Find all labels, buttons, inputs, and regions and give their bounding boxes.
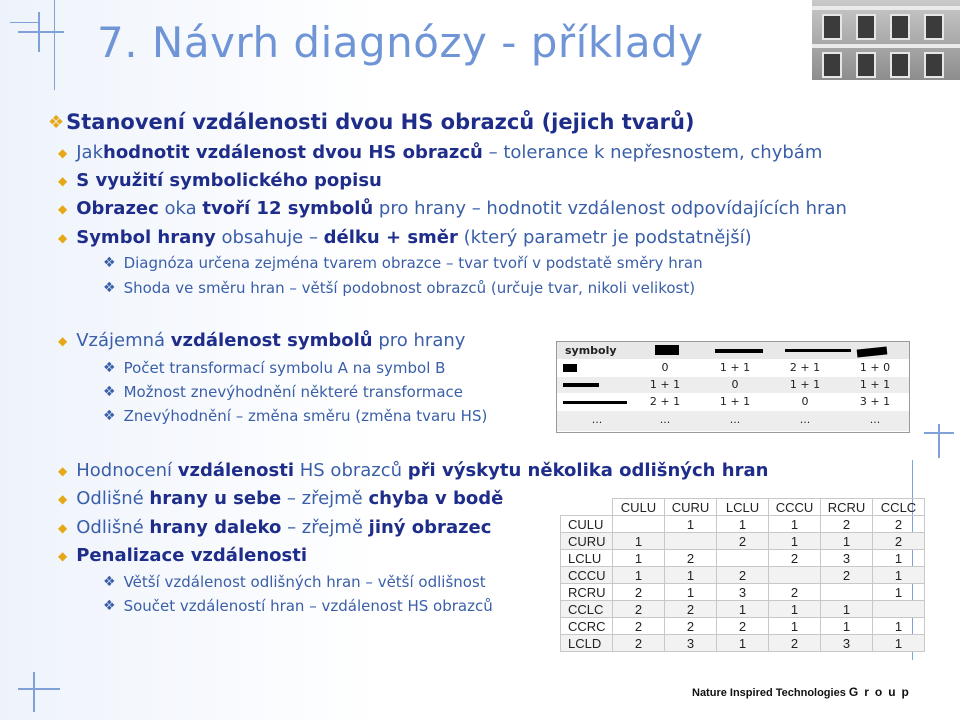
table-cell: 1 (873, 635, 925, 652)
table-cell (821, 584, 873, 601)
b4-bold1: Symbol hrany (76, 227, 216, 248)
b4b-text: Shoda ve směru hran – větší podobnost obrazců (určuje tvar, nikoli velikost) (123, 279, 696, 297)
table-cell: 2 (717, 533, 769, 550)
column-header: CURU (665, 499, 717, 516)
bullet-5a (103, 359, 445, 377)
table-cell: 1 (665, 567, 717, 584)
diamond-bullet-icon: ◆ (58, 548, 68, 563)
star-bullet-icon: ❖ (103, 280, 116, 296)
table-cell: 2 (821, 567, 873, 584)
table-row (561, 635, 925, 652)
symbol-cell: 1 + 1 (789, 378, 821, 391)
symbol-table-row (557, 394, 909, 410)
table-row (561, 618, 925, 635)
b5a-text: Počet transformací symbolu A na symbol B (123, 359, 446, 377)
symbol-table-header-label: symboly (565, 344, 617, 357)
table-cell (717, 550, 769, 567)
symbol-table (556, 341, 910, 433)
b5b-text: Možnost znevýhodnění některé transformace (123, 383, 464, 401)
table-cell (873, 601, 925, 618)
star-bullet-icon: ❖ (48, 111, 65, 133)
footer-text: Nature Inspired Technologies (692, 687, 846, 699)
row-header: CULU (561, 516, 613, 533)
table-cell: 2 (613, 584, 665, 601)
deco-cross-h-bottom (18, 688, 60, 690)
b6-pre: Hodnocení (76, 460, 178, 481)
table-cell: 1 (717, 635, 769, 652)
star-bullet-icon: ❖ (103, 408, 116, 424)
table-cell: 1 (873, 618, 925, 635)
table-cell (613, 516, 665, 533)
symbol-table-row (557, 411, 909, 431)
b9-bold: Penalizace vzdálenosti (76, 545, 307, 566)
table-cell: 2 (769, 635, 821, 652)
b5c-text: Znevýhodnění – změna směru (změna tvaru HS) (123, 407, 488, 425)
row-header: LCLD (561, 635, 613, 652)
row-symbol-short (563, 364, 577, 372)
page-title: 7. Návrh diagnózy - příklady (97, 18, 704, 67)
deco-cross-v-bottom (33, 672, 35, 712)
b1-bold: hodnotit vzdálenost dvou HS obrazců (103, 142, 483, 163)
deco-cross-h-top2 (10, 22, 40, 23)
table-cell: 2 (613, 635, 665, 652)
table-cell: 1 (769, 516, 821, 533)
table-cell: 2 (613, 601, 665, 618)
row-header: LCLU (561, 550, 613, 567)
column-header: CCLC (873, 499, 925, 516)
bullet-9b (103, 597, 493, 615)
table-cell: 1 (873, 567, 925, 584)
table-cell: 1 (613, 533, 665, 550)
building-photo (812, 0, 960, 80)
b2-bold: S využití symbolického popisu (76, 170, 382, 191)
b4-bold2: délku + směr (323, 227, 458, 248)
table-cell: 1 (717, 516, 769, 533)
distance-table-body (561, 516, 925, 652)
bullet-8 (58, 517, 491, 538)
table-row (561, 550, 925, 567)
b7-bold1: hrany u sebe (149, 488, 282, 509)
symbol-cell: 0 (661, 361, 669, 374)
table-cell: 1 (613, 550, 665, 567)
symbol-short-thick (655, 345, 679, 355)
diamond-bullet-icon: ◆ (58, 201, 68, 216)
bullet-2 (58, 170, 382, 191)
bullet-9 (58, 545, 307, 566)
table-cell: 1 (821, 618, 873, 635)
symbol-cell: 1 + 0 (859, 361, 891, 374)
b7-mid: – zřejmě (281, 488, 369, 509)
star-bullet-icon: ❖ (103, 255, 116, 271)
table-cell (665, 533, 717, 550)
table-cell (769, 567, 821, 584)
b7-bold2: chyba v bodě (368, 488, 504, 509)
b5-pre: Vzájemná (76, 330, 171, 351)
b3-mid1: oka (158, 198, 203, 219)
deco-cross-h-top (18, 31, 64, 33)
star-bullet-icon: ❖ (103, 384, 116, 400)
table-cell: 2 (717, 567, 769, 584)
column-header: RCRU (821, 499, 873, 516)
bullet-4a (103, 254, 703, 272)
footer-group: Group (848, 685, 915, 699)
symbol-cell: 1 + 1 (859, 378, 891, 391)
symbol-table-row (557, 377, 909, 393)
b9a-text: Větší vzdálenost odlišných hran – větší odlišnost (123, 573, 486, 591)
table-cell: 1 (665, 584, 717, 601)
diamond-bullet-icon: ◆ (58, 520, 68, 535)
table-cell: 2 (769, 550, 821, 567)
row-symbol-long (563, 401, 627, 404)
symbol-cell: ... (869, 413, 881, 426)
table-cell: 1 (873, 584, 925, 601)
bullet-4 (58, 227, 752, 248)
deco-cross-v-top (38, 12, 40, 52)
row-header: RCRU (561, 584, 613, 601)
b8-pre: Odlišné (76, 517, 150, 538)
symbol-cell: 2 + 1 (789, 361, 821, 374)
table-cell: 1 (665, 516, 717, 533)
b5-post: pro hrany (372, 330, 466, 351)
star-bullet-icon: ❖ (103, 574, 116, 590)
diamond-bullet-icon: ◆ (58, 333, 68, 348)
symbol-table-header (557, 342, 909, 359)
table-cell: 2 (873, 516, 925, 533)
diamond-bullet-icon: ◆ (58, 463, 68, 478)
table-row (561, 516, 925, 533)
b6-bold2: při výskytu několika odlišných hran (407, 460, 769, 481)
b8-bold1: hrany daleko (149, 517, 282, 538)
table-cell: 2 (717, 618, 769, 635)
deco-line-left (54, 0, 55, 90)
b8-mid: – zřejmě (281, 517, 369, 538)
table-cell: 1 (769, 533, 821, 550)
bullet-5c (103, 407, 487, 425)
row-header: CCCU (561, 567, 613, 584)
symbol-cell: 0 (801, 395, 809, 408)
table-row (561, 584, 925, 601)
bullet-9a (103, 573, 486, 591)
symbol-cell: ... (729, 413, 741, 426)
b3-bold1: Obrazec (76, 198, 159, 219)
symbol-cell: ... (799, 413, 811, 426)
table-cell: 3 (821, 550, 873, 567)
table-cell: 3 (821, 635, 873, 652)
symbol-cell: 3 + 1 (859, 395, 891, 408)
b9b-text: Součet vzdáleností hran – vzdálenost HS obrazců (123, 597, 493, 615)
corner-cell (561, 499, 613, 516)
deco-cross-v-right (938, 424, 940, 458)
symbol-cell: 1 + 1 (719, 395, 751, 408)
table-cell: 2 (873, 533, 925, 550)
table-cell: 1 (717, 601, 769, 618)
b6-mid: HS obrazců (294, 460, 408, 481)
table-cell: 2 (665, 550, 717, 567)
b1-post: – tolerance k nepřesnostem, chybám (482, 142, 823, 163)
bullet-6 (58, 460, 768, 481)
column-header: CCCU (769, 499, 821, 516)
table-cell: 2 (769, 584, 821, 601)
table-cell: 1 (821, 601, 873, 618)
bullet-5 (58, 330, 465, 351)
b4a-text: Diagnóza určena zejména tvarem obrazce – tvar tvoří v podstatě směry hran (123, 254, 703, 272)
symbol-table-row (557, 360, 909, 376)
b3-bold2: tvoří 12 symbolů (202, 198, 374, 219)
b6-bold1: vzdálenosti (177, 460, 295, 481)
heading-text: Stanovení vzdálenosti dvou HS obrazců (jejich tvarů) (66, 110, 695, 134)
bullet-1 (58, 142, 822, 163)
symbol-cell: ... (659, 413, 671, 426)
table-cell: 2 (665, 601, 717, 618)
table-cell: 2 (665, 618, 717, 635)
b4-post: (který parametr je podstatnější) (457, 227, 752, 248)
table-cell: 2 (613, 618, 665, 635)
row-symbol-medium (563, 383, 599, 387)
column-header: LCLU (717, 499, 769, 516)
b8-bold2: jiný obrazec (368, 517, 492, 538)
star-bullet-icon: ❖ (103, 360, 116, 376)
table-cell: 1 (769, 601, 821, 618)
diamond-bullet-icon: ◆ (58, 173, 68, 188)
table-cell: 2 (821, 516, 873, 533)
symbol-cell: 1 + 1 (649, 378, 681, 391)
symbol-cell: ... (591, 413, 603, 426)
column-header: CULU (613, 499, 665, 516)
table-row (561, 601, 925, 618)
b1-pre: Jak (76, 142, 103, 163)
row-header: CCRC (561, 618, 613, 635)
symbol-tilted (857, 346, 888, 357)
star-bullet-icon: ❖ (103, 598, 116, 614)
b5-bold: vzdálenost symbolů (170, 330, 373, 351)
table-row (561, 567, 925, 584)
symbol-cell: 2 + 1 (649, 395, 681, 408)
main-heading (48, 110, 695, 134)
bullet-5b (103, 383, 463, 401)
distance-table-header (561, 499, 925, 516)
bullet-7 (58, 488, 503, 509)
table-cell: 1 (821, 533, 873, 550)
row-header: CCLC (561, 601, 613, 618)
symbol-cell: 0 (731, 378, 739, 391)
row-header: CURU (561, 533, 613, 550)
b4-mid1: obsahuje – (215, 227, 324, 248)
b7-pre: Odlišné (76, 488, 150, 509)
table-cell: 1 (873, 550, 925, 567)
footer (692, 685, 915, 699)
bullet-3 (58, 198, 847, 219)
table-cell: 1 (769, 618, 821, 635)
symbol-long (785, 349, 851, 352)
table-cell: 3 (717, 584, 769, 601)
table-cell: 3 (665, 635, 717, 652)
symbol-medium (715, 349, 763, 353)
diamond-bullet-icon: ◆ (58, 230, 68, 245)
diamond-bullet-icon: ◆ (58, 491, 68, 506)
bullet-4b (103, 279, 695, 297)
b3-post: pro hrany – hodnotit vzdálenost odpovídajících hran (373, 198, 847, 219)
table-cell: 1 (613, 567, 665, 584)
table-row (561, 533, 925, 550)
diamond-bullet-icon: ◆ (58, 145, 68, 160)
symbol-cell: 1 + 1 (719, 361, 751, 374)
distance-table (560, 498, 925, 652)
